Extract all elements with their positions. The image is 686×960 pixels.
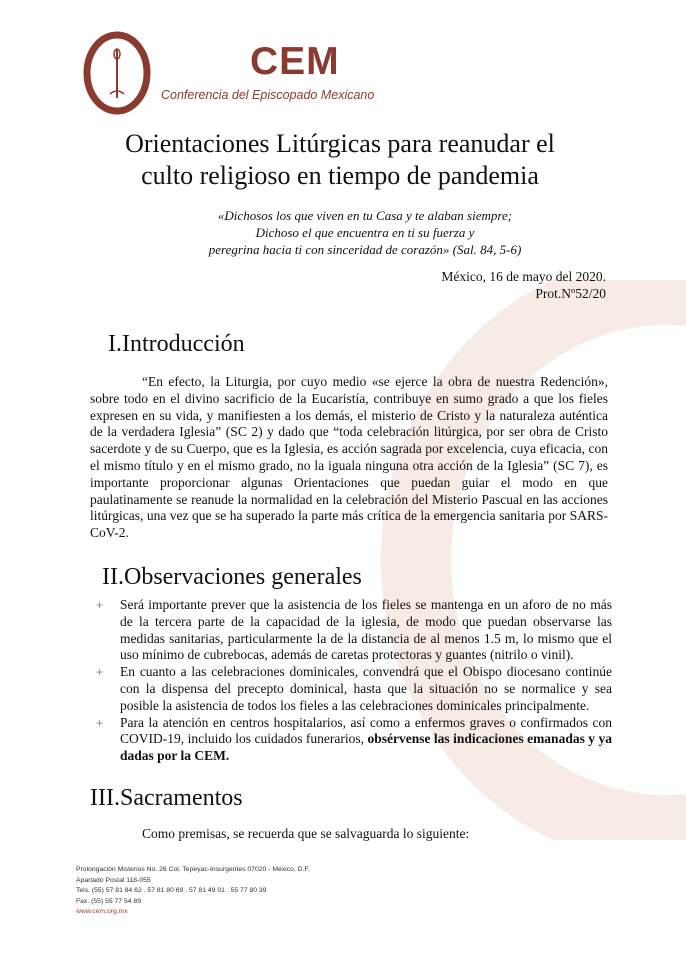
date-block <box>441 268 606 302</box>
cem-logo-icon <box>82 30 152 116</box>
introduction-paragraph: “En efecto, la Liturgia, por cuyo medio «se ejerce la obra de nuestra Redención», sobre todo en el divino sacrificio de la Eucaristía, contribuye en sumo grado a que los fieles expresen en su vida, y manifiesten a los demás, el misterio de Cristo y la naturaleza auténtica de la verdadera Iglesia” (SC 2) y dado que “toda celebración litúrgica, por ser obra de Cristo sacerdote y de su Cuerpo, que es la Iglesia, es acción sagrada por excelencia, cuya eficacia, con el mismo título y en el mismo grado, no la iguala ninguna otra acción de la Iglesia” (SC 7), es importante proporcionar algunas Orientaciones que puedan guiar el modo en que paulatinamente se reanude la normalidad en la celebración del Misterio Pascual en las acciones litúrgicas, una vez que se ha superado la parte más crítica de la emergencia sanitaria por SARS-CoV-2. <box>90 374 608 541</box>
list-item <box>96 664 612 714</box>
document-date: México, 16 de mayo del 2020. <box>441 269 606 284</box>
title-line: Orientaciones Litúrgicas para reanudar el <box>125 129 555 158</box>
section-heading-introduccion: I.Introducción <box>108 331 245 357</box>
plus-bullet-icon: + <box>96 598 104 612</box>
epigraph-line: Dichoso el que encuentra en ti su fuerza y <box>255 225 475 240</box>
epigraph-quote <box>180 207 550 258</box>
list-item-emphasis: obsérvense las indicaciones emanadas y ya dadas por la CEM. <box>120 731 612 764</box>
organization-name: Conferencia del Episcopado Mexicano <box>161 88 375 102</box>
section-heading-sacramentos: III.Sacramentos <box>90 785 243 811</box>
list-item-text: Para la atención en centros hospitalarios, así como a enfermos graves o confirmados con COVID-19, incluido los cuidados funerarios, <box>120 714 612 747</box>
footer-contact <box>76 865 310 918</box>
observations-list <box>96 597 612 765</box>
footer-phones: Tels. (55) 57 81 84 62 . 57 81 80 69 . 57 81 49 01 . 55 77 80 39 <box>76 887 267 894</box>
list-item <box>96 715 612 765</box>
plus-bullet-icon: + <box>96 665 104 680</box>
footer-website-link[interactable]: www.cem.org.mx <box>76 908 128 915</box>
list-item-text: En cuanto a las celebraciones dominicales, convendrá que el Obispo diocesano continúe con la dispensa del precepto dominical, hasta que la situación no se normalice y sea posible la asistencia de todos los fieles a las celebraciones dominicales principalmente. <box>120 664 612 713</box>
sacramentos-intro: Como premisas, se recuerda que se salvaguarda lo siguiente: <box>142 826 470 841</box>
title-line: culto religioso en tiempo de pandemia <box>141 161 539 190</box>
document-title <box>80 128 600 192</box>
plus-bullet-icon: + <box>96 715 104 730</box>
organization-abbreviation: CEM <box>250 40 340 83</box>
section-heading-observaciones: II.Observaciones generales <box>102 564 362 590</box>
epigraph-line: «Dichosos los que viven en tu Casa y te alaban siempre; <box>217 208 513 223</box>
list-item <box>96 597 612 664</box>
epigraph-line: peregrina hacia ti con sinceridad de corazón» (Sal. 84, 5-6) <box>208 242 522 257</box>
footer-po-box: Apartado Postal 118-055 <box>76 876 151 884</box>
protocol-number: Prot.Nº52/20 <box>535 286 606 301</box>
list-item-text: Será importante prever que la asistencia de los fieles se mantenga en un aforo de no más de la tercera parte de la capacidad de la iglesia, de modo que puedan observarse las medidas sanitarias, particularmente la de la distancia de al menos 1.5 m, lo mismo que el uso mínimo de cubrebocas, además de caretas protectoras y guantes (nitrilo o vinil). <box>120 597 612 663</box>
footer-fax: Fax. (55) 55 77 54 89 <box>76 897 141 905</box>
footer-address: Prolongación Misterios No. 26 Col. Tepeyac-Insurgentes 07020 - México, D.F. <box>76 866 310 873</box>
